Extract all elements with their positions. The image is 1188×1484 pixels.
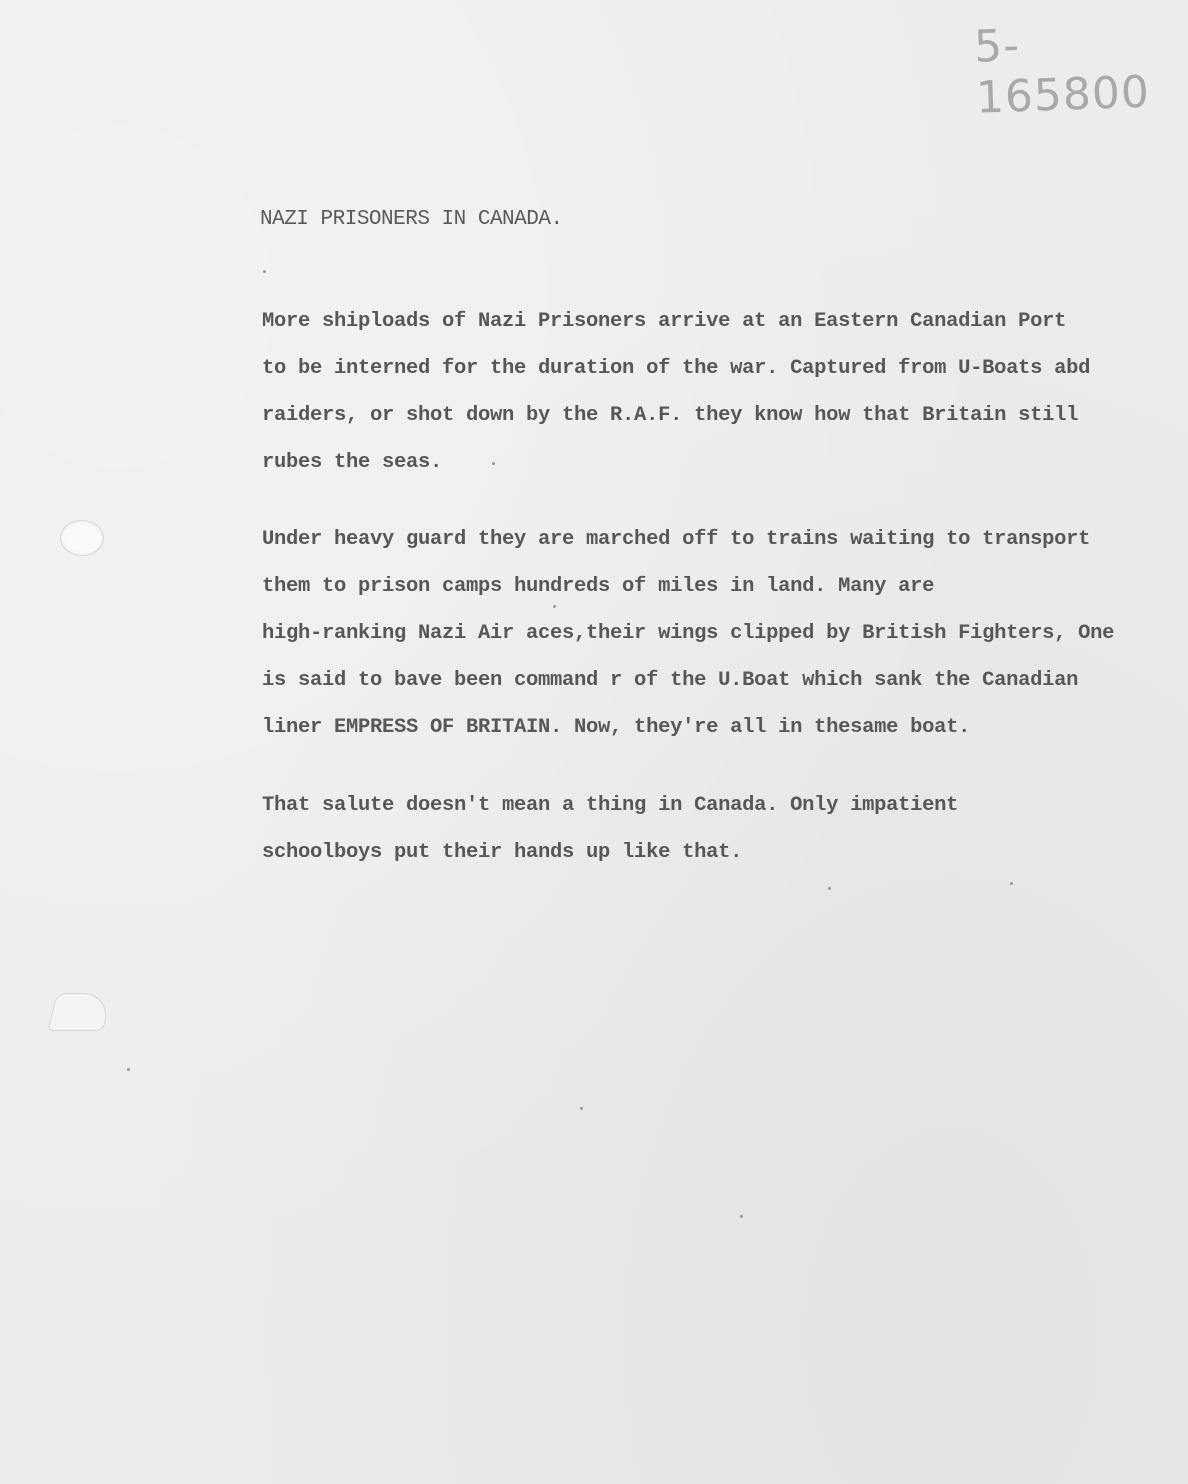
- ink-speck: [828, 887, 831, 890]
- ink-speck: [1010, 882, 1013, 885]
- punch-hole: [60, 520, 104, 556]
- paragraph-2: [262, 516, 1114, 751]
- paragraph-line: high-ranking Nazi Air aces,their wings clipped by British Fighters, One: [262, 622, 1115, 645]
- document-heading: NAZI PRISONERS IN CANADA.: [260, 208, 563, 231]
- paragraph-line: is said to bave been command r of the U.Boat which sank the Canadian: [262, 669, 1079, 692]
- paragraph-line: to be interned for the duration of the war. Captured from U-Boats abd: [262, 357, 1091, 380]
- paragraph-line: More shiploads of Nazi Prisoners arrive at an Eastern Canadian Port: [262, 310, 1067, 333]
- paragraph-line: raiders, or shot down by the R.A.F. they know how that Britain still: [262, 404, 1079, 427]
- paragraph-1: [262, 298, 1090, 486]
- ink-speck: [263, 270, 266, 273]
- paragraph-3: [262, 782, 958, 876]
- paragraph-line: them to prison camps hundreds of miles in land. Many are: [262, 575, 935, 598]
- ink-speck: [127, 1068, 130, 1071]
- paragraph-line: liner EMPRESS OF BRITAIN. Now, they're all in thesame boat.: [262, 716, 971, 739]
- punch-hole-torn: [47, 993, 112, 1031]
- paragraph-line: Under heavy guard they are marched off to trains waiting to transport: [262, 528, 1091, 551]
- archive-number: 5-165800: [973, 20, 1151, 124]
- ink-speck: [740, 1215, 743, 1218]
- paragraph-line: schoolboys put their hands up like that.: [262, 841, 743, 864]
- ink-speck: [580, 1107, 583, 1110]
- paragraph-line: rubes the seas.: [262, 451, 443, 474]
- paragraph-line: That salute doesn't mean a thing in Canada. Only impatient: [262, 794, 959, 817]
